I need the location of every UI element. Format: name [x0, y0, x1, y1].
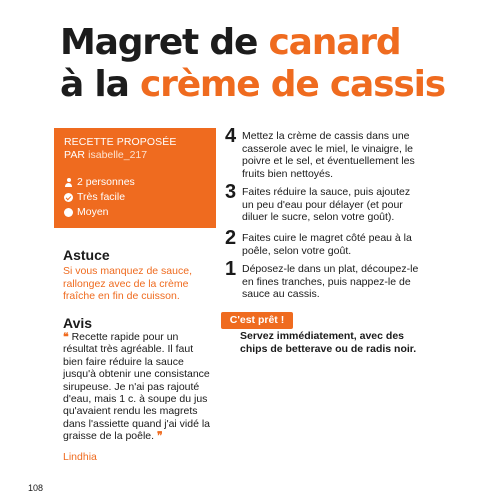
step-text: Mettez la crème de cassis dans une casserole avec le miel, le vinaigre, le poivre et le sel, et éventuellement les fruits bien nettoyés. — [242, 130, 415, 180]
astuce-text: Si vous manquez de sauce, rallongez avec de la crème fraîche en fin de cuisson. — [63, 265, 192, 302]
step-number: 2 — [225, 227, 237, 249]
proposed-label: RECETTE PROPOSÉE — [64, 136, 177, 148]
person-icon — [64, 178, 73, 187]
avis-body: Recette rapide pour un résultat très agréable. Il faut bien faire réduire la sauce jusqu'à obtenir une consistance sirupeuse. Je n'ai pas rajouté d'eau, mais 1 c. à soupe du jus qu'avaient rendu les magrets dans l'assiette quand j'ai vidé la graisse de la poêle. — [63, 331, 211, 443]
recipe-info-box — [54, 128, 216, 228]
coin-icon — [64, 208, 73, 217]
step-number: 4 — [225, 125, 237, 147]
title-highlight-2: crème de cassis — [140, 64, 445, 105]
ready-text: Servez immédiatement, avec des chips de betterave ou de radis noir. — [240, 330, 417, 355]
page-number: 108 — [28, 483, 44, 493]
avis-author: Lindhia — [63, 451, 97, 463]
step-text: Faites réduire la sauce, puis ajoutez un peu d'eau pour délayer (et pour diluer le sucre, selon votre goût). — [242, 186, 411, 224]
servings-value: 2 personnes — [77, 176, 135, 188]
title-line-2: à la crème de cassis — [60, 64, 445, 105]
avis-heading: Avis — [63, 315, 93, 331]
avis-text — [63, 331, 213, 443]
step-text: Faites cuire le magret côté peau à la poêle, selon votre goût. — [242, 232, 412, 257]
difficulty-value: Très facile — [77, 191, 126, 203]
author-username[interactable]: isabelle_217 — [88, 149, 148, 161]
check-icon — [64, 193, 73, 202]
cost-row — [64, 206, 206, 219]
quote-close-icon: ❞ — [156, 430, 163, 443]
quote-open-icon: ❝ — [63, 331, 69, 343]
cost-value: Moyen — [77, 206, 109, 218]
astuce-heading: Astuce — [63, 247, 110, 263]
difficulty-row — [64, 191, 206, 204]
step-text: Déposez-le dans un plat, découpez-le en fines tranches, puis nappez-le de sauce au cassis. — [242, 263, 419, 301]
title-line-1: Magret de canard — [60, 22, 401, 63]
recipe-author: PAR isabelle_217 — [64, 149, 148, 161]
step-number: 1 — [225, 258, 237, 280]
recipe-title — [60, 22, 490, 106]
servings-row — [64, 176, 206, 189]
step-number: 3 — [225, 181, 237, 203]
ready-badge: C'est prêt ! — [221, 312, 293, 329]
title-highlight-1: canard — [268, 22, 401, 63]
